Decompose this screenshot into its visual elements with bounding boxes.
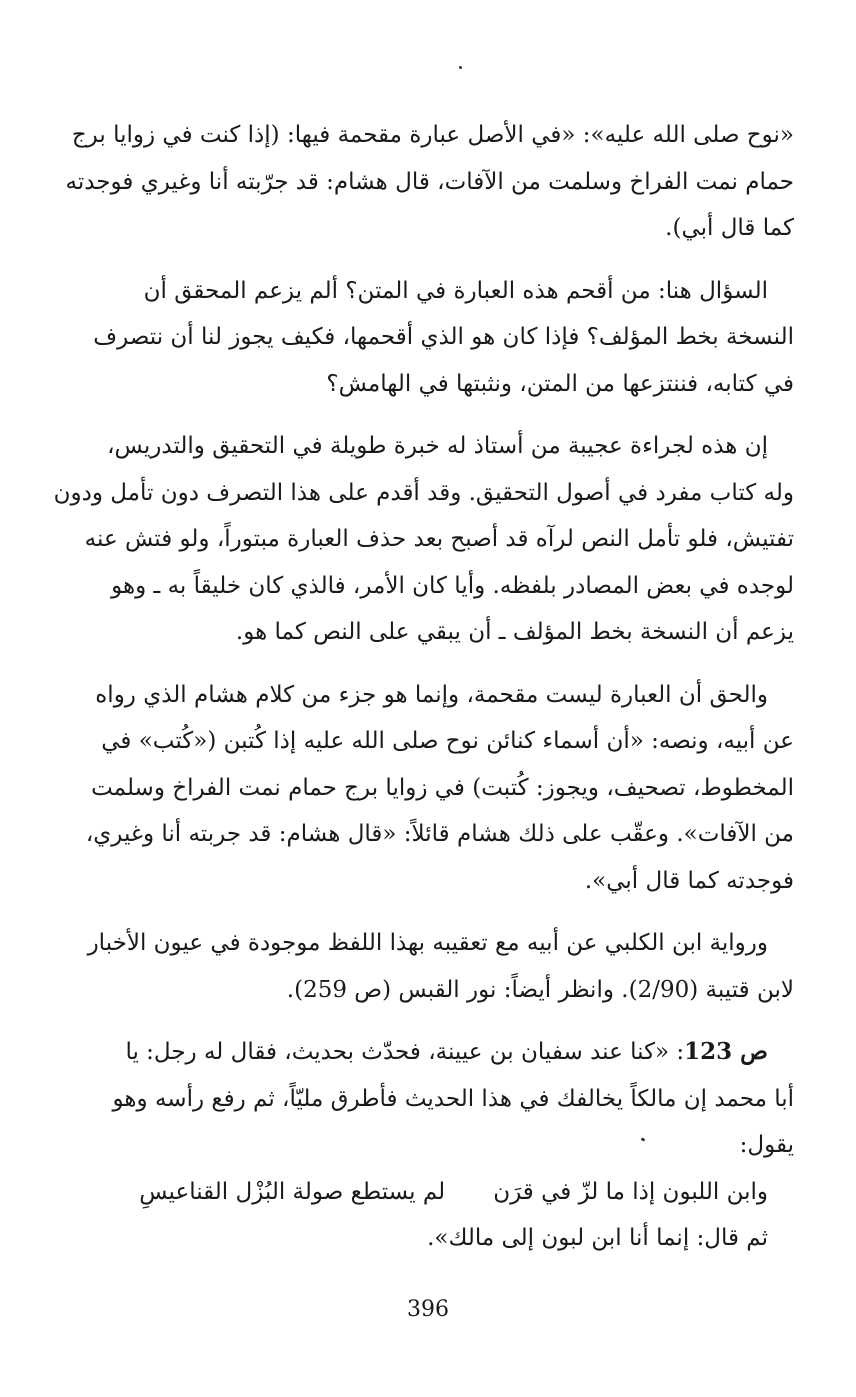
- paragraph-5: [52, 920, 794, 1013]
- page-body: [52, 112, 794, 1278]
- text-line: لابن قتيبة (2/90). وانظر أيضاً: نور القبس (ص 259).: [286, 976, 794, 1003]
- text-line: إن هذه لجراءة عجيبة من أستاذ له خبرة طويلة في التحقيق والتدريس،: [107, 433, 768, 459]
- text-line: يزعم أن النسخة بخط المؤلف ـ أن يبقي على النص كما هو.: [235, 619, 794, 645]
- text-line: وله كتاب مفرد في أصول التحقيق. وقد أقدم على هذا التصرف دون تأمل ودون: [53, 479, 794, 506]
- verse-first-hemistich: وابن اللبون إذا ما لزّ في قرَن: [493, 1178, 768, 1205]
- text-line: المخطوط، تصحيف، ويجوز: كُتبت) في زوايا برج حمام نمت الفراخ وسلمت: [91, 774, 794, 801]
- page-number: 396: [407, 1297, 449, 1322]
- text-line: السؤال هنا: من أقحم هذه العبارة في المتن؟ ألم يزعم المحقق أن: [143, 277, 768, 304]
- text-line: تفتيش، فلو تأمل النص لرآه قد أصبح بعد حذف العبارة مبتوراً، ولو فتش عنه: [84, 526, 794, 552]
- text-line: لوجده في بعض المصادر بلفظه. وأيا كان الأمر، فالذي كان خليقاً به ـ وهو: [111, 572, 794, 599]
- text-line: ثم قال: إنما أنا ابن لبون إلى مالك».: [427, 1225, 768, 1251]
- text-line: أبا محمد إن مالكاً يخالفك في هذا الحديث فأطرق مليّاً، ثم رفع رأسه وهو: [112, 1085, 794, 1112]
- text-line: فوجدته كما قال أبي».: [584, 867, 794, 894]
- text-line: «نوح صلى الله عليه»: «في الأصل عبارة مقحمة فيها: (إذا كنت في زوايا برج: [71, 122, 794, 148]
- text-line: حمام نمت الفراخ وسلمت من الآفات، قال هشام: قد جرّبته أنا وغيري فوجدته: [65, 168, 794, 195]
- paragraph-1: [52, 112, 794, 252]
- text-line: من الآفات». وعقّب على ذلك هشام قائلاً: «قال هشام: قد جربته أنا وغيري،: [85, 821, 794, 847]
- text-line: والحق أن العبارة ليست مقحمة، وإنما هو جزء من كلام هشام الذي رواه: [95, 681, 768, 708]
- section-p123: [52, 1029, 794, 1262]
- paragraph-2: [52, 268, 794, 408]
- text-line: في كتابه، فننتزعها من المتن، ونثبتها في الهامش؟: [326, 370, 794, 397]
- poetry-verse: [52, 1169, 794, 1216]
- text-span: : «كنا عند سفيان بن عيينة، فحدّث بحديث، فقال له رجل: يا: [125, 1039, 685, 1065]
- paragraph-3: [52, 423, 794, 656]
- verse-second-hemistich: لم يستطع صولة البُزْل القناعيسِ: [139, 1178, 446, 1205]
- text-line: يقول:: [739, 1132, 794, 1158]
- text-line: ورواية ابن الكلبي عن أبيه مع تعقيبه بهذا اللفظ موجودة في عيون الأخبار: [87, 930, 768, 956]
- text-line: [52, 1029, 794, 1076]
- text-line: كما قال أبي).: [665, 215, 794, 241]
- paragraph-4: [52, 672, 794, 905]
- text-line: عن أبيه، ونصه: «أن أسماء كنائن نوح صلى الله عليه إذا كُتبن («كُتب» في: [101, 728, 794, 754]
- text-line: النسخة بخط المؤلف؟ فإذا كان هو الذي أقحمها، فكيف يجوز لنا أن نتصرف: [93, 324, 794, 350]
- page-reference-label: ص 123: [684, 1038, 768, 1065]
- ink-dot-mark: [459, 66, 462, 69]
